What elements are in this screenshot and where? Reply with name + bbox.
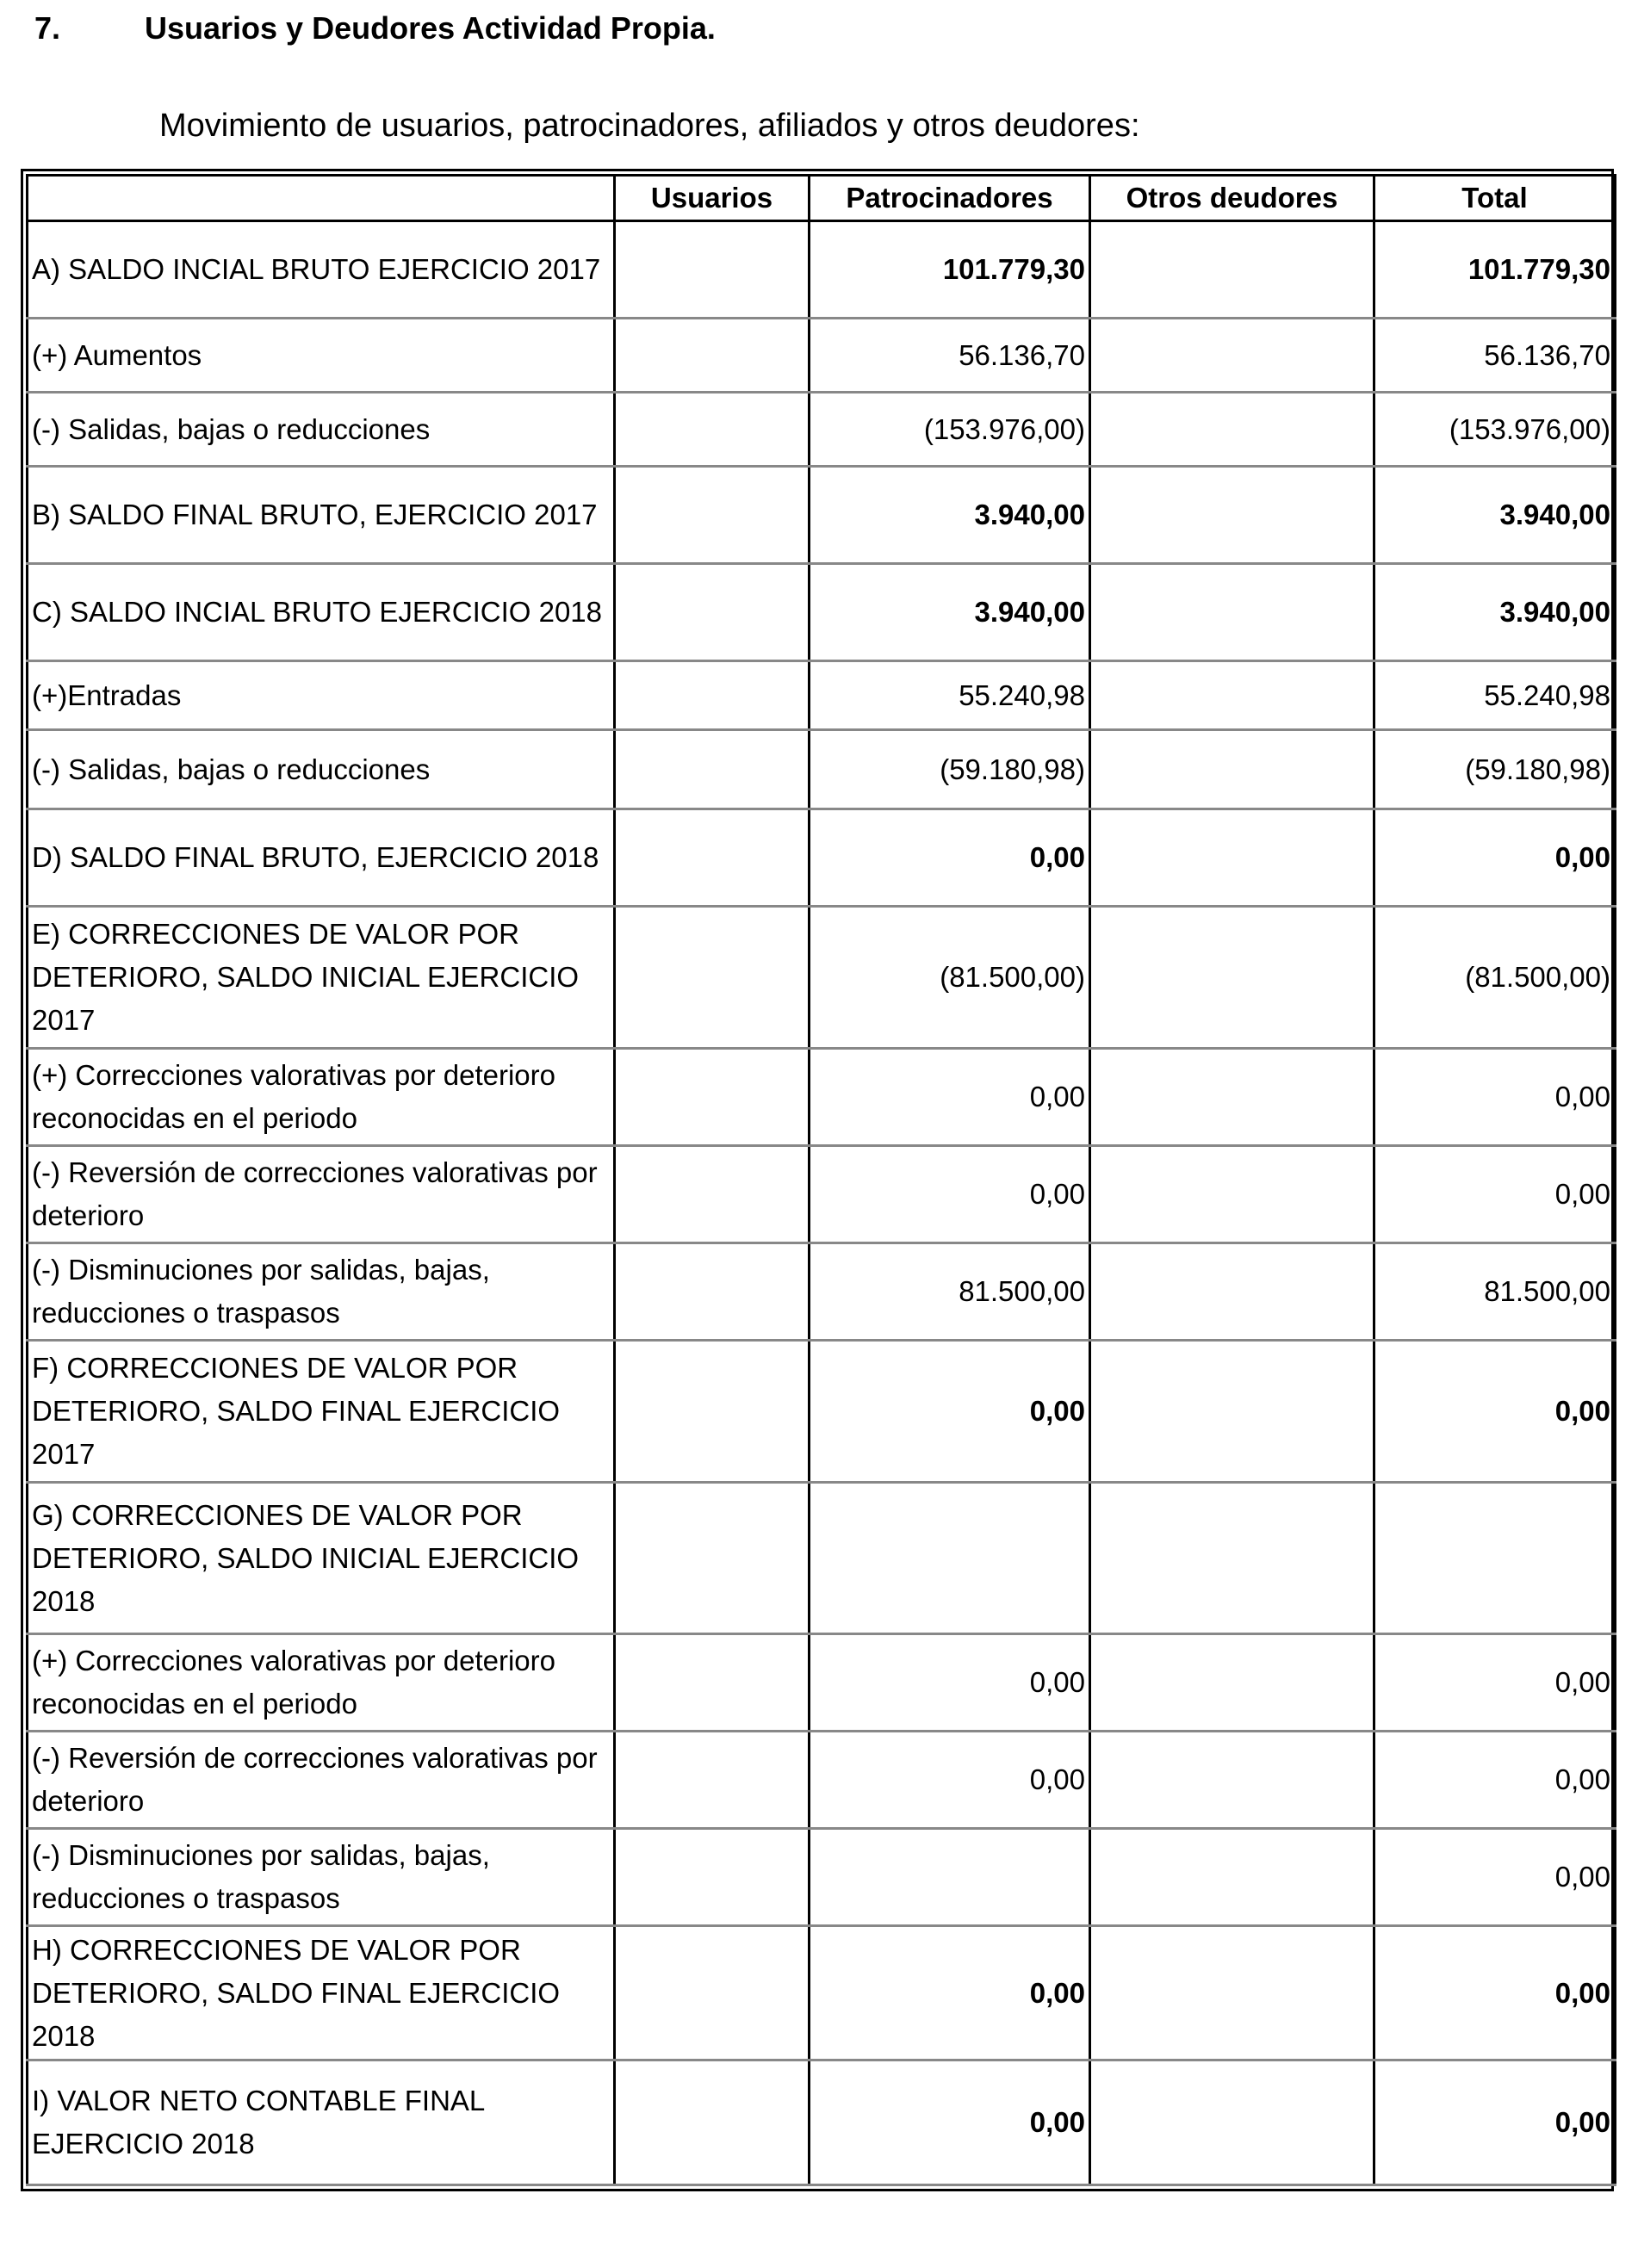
cell-total: 0,00 [1374,809,1616,907]
cell-patrocinadores: 0,00 [810,1732,1090,1829]
debtors-movement-table [26,174,1616,2186]
table-row [28,1049,1616,1146]
row-label: (+) Correcciones valorativas por deterioro reconocidas en el periodo [28,1634,615,1732]
cell-otros-deudores [1090,1146,1374,1243]
cell-total: 3.940,00 [1374,467,1616,564]
table-row [28,1243,1616,1341]
row-label: (-) Salidas, bajas o reducciones [28,730,615,809]
header-total: Total [1374,176,1616,221]
cell-patrocinadores: 0,00 [810,2060,1090,2185]
row-label: (-) Disminuciones por salidas, bajas, reducciones o traspasos [28,1829,615,1926]
cell-patrocinadores: 0,00 [810,1341,1090,1483]
row-label: H) CORRECCIONES DE VALOR POR DETERIORO, SALDO FINAL EJERCICIO 2018 [28,1926,615,2060]
cell-total: (81.500,00) [1374,907,1616,1049]
table-row [28,564,1616,661]
row-label: (+) Correcciones valorativas por deterioro reconocidas en el periodo [28,1049,615,1146]
cell-otros-deudores [1090,907,1374,1049]
row-label: (-) Reversión de correcciones valorativas por deterioro [28,1732,615,1829]
cell-usuarios [615,319,810,393]
cell-patrocinadores: 55.240,98 [810,661,1090,730]
cell-total: 81.500,00 [1374,1243,1616,1341]
cell-patrocinadores: 0,00 [810,1146,1090,1243]
row-label: A) SALDO INCIAL BRUTO EJERCICIO 2017 [28,221,615,319]
cell-otros-deudores [1090,1483,1374,1634]
cell-otros-deudores [1090,1049,1374,1146]
table-row [28,730,1616,809]
row-label: (-) Reversión de correcciones valorativas por deterioro [28,1146,615,1243]
cell-otros-deudores [1090,661,1374,730]
cell-usuarios [615,467,810,564]
row-label: F) CORRECCIONES DE VALOR POR DETERIORO, SALDO FINAL EJERCICIO 2017 [28,1341,615,1483]
cell-usuarios [615,1049,810,1146]
cell-otros-deudores [1090,393,1374,467]
table-header-row [28,176,1616,221]
cell-otros-deudores [1090,221,1374,319]
cell-otros-deudores [1090,564,1374,661]
cell-total: (59.180,98) [1374,730,1616,809]
cell-otros-deudores [1090,809,1374,907]
cell-usuarios [615,393,810,467]
row-label: (-) Disminuciones por salidas, bajas, reducciones o traspasos [28,1243,615,1341]
cell-otros-deudores [1090,1926,1374,2060]
table-row [28,319,1616,393]
cell-usuarios [615,809,810,907]
cell-usuarios [615,1146,810,1243]
row-label: (+) Aumentos [28,319,615,393]
table-row [28,1732,1616,1829]
cell-usuarios [615,1732,810,1829]
table-row [28,467,1616,564]
cell-patrocinadores: 3.940,00 [810,467,1090,564]
cell-patrocinadores [810,1829,1090,1926]
cell-patrocinadores: 0,00 [810,1634,1090,1732]
table-row [28,2060,1616,2185]
cell-otros-deudores [1090,1243,1374,1341]
row-label: D) SALDO FINAL BRUTO, EJERCICIO 2018 [28,809,615,907]
cell-otros-deudores [1090,730,1374,809]
cell-usuarios [615,661,810,730]
row-label: I) VALOR NETO CONTABLE FINAL EJERCICIO 2018 [28,2060,615,2185]
cell-total: 0,00 [1374,1049,1616,1146]
table-row [28,1341,1616,1483]
row-label: C) SALDO INCIAL BRUTO EJERCICIO 2018 [28,564,615,661]
cell-usuarios [615,564,810,661]
header-patrocinadores: Patrocinadores [810,176,1090,221]
table-row [28,907,1616,1049]
cell-total: 3.940,00 [1374,564,1616,661]
table-subtitle: Movimiento de usuarios, patrocinadores, afiliados y otros deudores: [159,108,1140,144]
table-body [28,221,1616,2185]
row-label: (-) Salidas, bajas o reducciones [28,393,615,467]
cell-total: 0,00 [1374,1829,1616,1926]
cell-patrocinadores: 56.136,70 [810,319,1090,393]
cell-patrocinadores: (59.180,98) [810,730,1090,809]
cell-usuarios [615,907,810,1049]
cell-patrocinadores: (81.500,00) [810,907,1090,1049]
cell-total: 56.136,70 [1374,319,1616,393]
cell-total: 55.240,98 [1374,661,1616,730]
header-otros-deudores: Otros deudores [1090,176,1374,221]
cell-total [1374,1483,1616,1634]
cell-usuarios [615,1341,810,1483]
cell-patrocinadores: (153.976,00) [810,393,1090,467]
row-label: B) SALDO FINAL BRUTO, EJERCICIO 2017 [28,467,615,564]
cell-patrocinadores: 0,00 [810,809,1090,907]
cell-otros-deudores [1090,1341,1374,1483]
cell-otros-deudores [1090,2060,1374,2185]
cell-usuarios [615,1926,810,2060]
table-row [28,1926,1616,2060]
cell-total: 0,00 [1374,1634,1616,1732]
header-concept [28,176,615,221]
cell-otros-deudores [1090,467,1374,564]
cell-patrocinadores: 0,00 [810,1926,1090,2060]
table-row [28,221,1616,319]
cell-usuarios [615,221,810,319]
cell-usuarios [615,730,810,809]
cell-total: 101.779,30 [1374,221,1616,319]
cell-total: 0,00 [1374,1732,1616,1829]
cell-usuarios [615,2060,810,2185]
cell-total: 0,00 [1374,1341,1616,1483]
cell-total: 0,00 [1374,2060,1616,2185]
section-title: Usuarios y Deudores Actividad Propia. [145,10,716,46]
header-usuarios: Usuarios [615,176,810,221]
cell-otros-deudores [1090,1829,1374,1926]
debtors-movement-table-frame [21,169,1614,2191]
table-row [28,661,1616,730]
table-row [28,809,1616,907]
cell-patrocinadores: 81.500,00 [810,1243,1090,1341]
table-row [28,1829,1616,1926]
cell-usuarios [615,1483,810,1634]
cell-usuarios [615,1634,810,1732]
cell-total: 0,00 [1374,1146,1616,1243]
table-row [28,1146,1616,1243]
cell-patrocinadores: 101.779,30 [810,221,1090,319]
cell-patrocinadores [810,1483,1090,1634]
cell-patrocinadores: 0,00 [810,1049,1090,1146]
cell-patrocinadores: 3.940,00 [810,564,1090,661]
cell-total: 0,00 [1374,1926,1616,2060]
cell-otros-deudores [1090,319,1374,393]
cell-otros-deudores [1090,1634,1374,1732]
cell-usuarios [615,1829,810,1926]
cell-otros-deudores [1090,1732,1374,1829]
row-label: G) CORRECCIONES DE VALOR POR DETERIORO, SALDO INICIAL EJERCICIO 2018 [28,1483,615,1634]
row-label: (+)Entradas [28,661,615,730]
table-row [28,1634,1616,1732]
section-number: 7. [34,10,61,46]
table-row [28,393,1616,467]
cell-usuarios [615,1243,810,1341]
cell-total: (153.976,00) [1374,393,1616,467]
table-row [28,1483,1616,1634]
row-label: E) CORRECCIONES DE VALOR POR DETERIORO, SALDO INICIAL EJERCICIO 2017 [28,907,615,1049]
